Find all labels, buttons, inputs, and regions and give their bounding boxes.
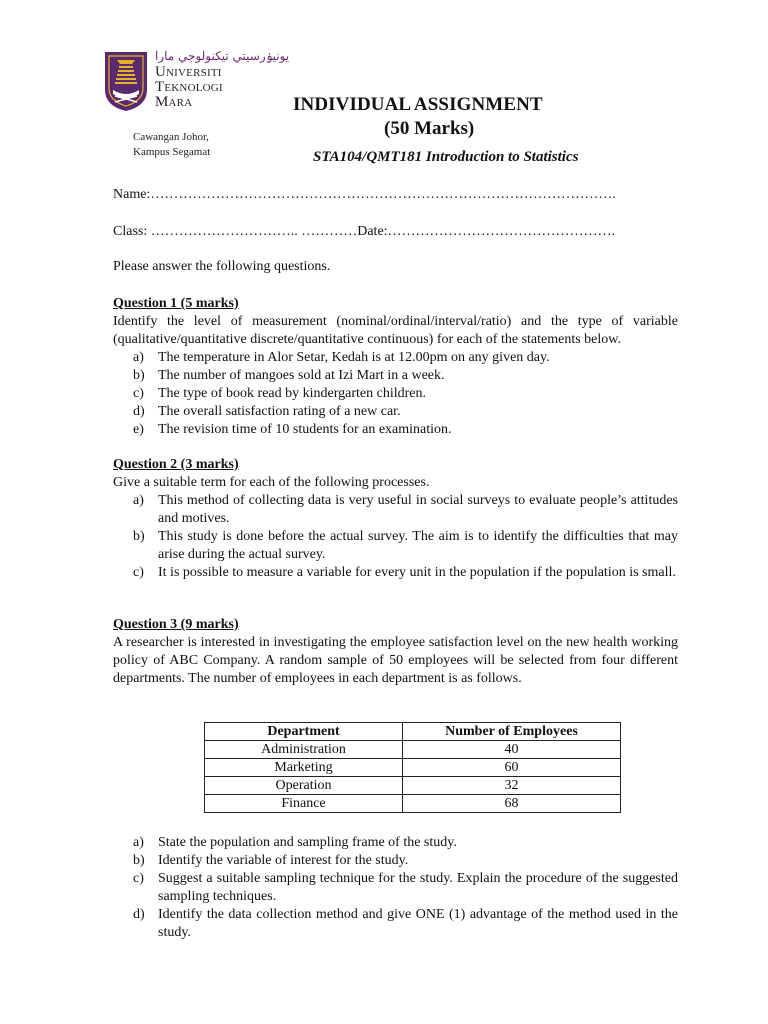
item-label: c): [133, 386, 144, 401]
class-date-field: Class: ………………………….. …………Date:………………………………………….: [113, 224, 616, 239]
item-text: Identify the data collection method and give ONE (1) advantage of the method used in the study.: [158, 907, 678, 940]
item-text: State the population and sampling frame of the study.: [158, 835, 457, 850]
university-logo: [103, 49, 290, 114]
item-text: The revision time of 10 students for an examination.: [158, 422, 452, 437]
university-name-line: Teknologi: [155, 79, 223, 95]
item-text: The number of mangoes sold at Izi Mart in a week.: [158, 368, 445, 383]
list-item: [113, 852, 678, 870]
campus-line: Cawangan Johor,: [133, 131, 209, 143]
university-name-jawi: يونيۏرسيتي تيكنولوجي مارا: [155, 49, 290, 63]
table-row: [205, 759, 621, 777]
item-text: This study is done before the actual survey. The aim is to identify the difficulties that may arise during the actual survey.: [158, 529, 678, 562]
campus-name: [133, 130, 210, 160]
list-item: [113, 870, 678, 906]
item-text: Suggest a suitable sampling technique for the study. Explain the procedure of the suggested sampling techniques.: [158, 871, 678, 904]
university-name-line: Mara: [155, 94, 193, 110]
item-label: d): [133, 907, 145, 922]
item-label: b): [133, 853, 145, 868]
table-header: Department: [205, 723, 403, 741]
assignment-title: INDIVIDUAL ASSIGNMENT: [293, 94, 543, 115]
item-text: It is possible to measure a variable for every unit in the population if the population is small.: [158, 565, 676, 580]
item-label: d): [133, 404, 145, 419]
total-marks: (50 Marks): [384, 118, 475, 139]
item-label: b): [133, 368, 145, 383]
table-cell: 68: [403, 795, 621, 813]
university-name: [155, 65, 223, 110]
table-cell: 40: [403, 741, 621, 759]
item-label: b): [133, 529, 145, 544]
question-1: [113, 295, 678, 439]
item-text: This method of collecting data is very useful in social surveys to evaluate people’s attitudes and motives.: [158, 493, 678, 526]
instruction-text: Please answer the following questions.: [113, 259, 331, 274]
list-item: [113, 421, 678, 439]
uitm-shield-icon: [103, 50, 149, 112]
campus-line: Kampus Segamat: [133, 146, 211, 158]
course-title: STA104/QMT181 Introduction to Statistics: [313, 149, 579, 165]
item-text: The temperature in Alor Setar, Kedah is at 12.00pm on any given day.: [158, 350, 550, 365]
list-item: [113, 492, 678, 528]
table-cell: Marketing: [205, 759, 403, 777]
table-cell: Operation: [205, 777, 403, 795]
table-row: [205, 777, 621, 795]
question-3: [113, 616, 678, 688]
question-1-intro: Identify the level of measurement (nominal/ordinal/interval/ratio) and the type of variable (qualitative/quantitative discrete/quantitative continuous) for each of the statements below.: [113, 314, 678, 347]
table-cell: 32: [403, 777, 621, 795]
item-label: a): [133, 835, 144, 850]
question-2-heading: Question 2 (3 marks): [113, 457, 239, 472]
table-cell: Finance: [205, 795, 403, 813]
list-item: [113, 834, 678, 852]
table-cell: 60: [403, 759, 621, 777]
item-label: e): [133, 422, 144, 437]
question-3-parts: [113, 834, 678, 942]
item-label: a): [133, 493, 144, 508]
question-2: [113, 456, 678, 582]
table-header: Number of Employees: [403, 723, 621, 741]
list-item: [113, 528, 678, 564]
item-label: c): [133, 565, 144, 580]
list-item: [113, 367, 678, 385]
table-header-row: [205, 723, 621, 741]
question-3-items: [113, 834, 678, 942]
item-label: a): [133, 350, 144, 365]
list-item: [113, 349, 678, 367]
name-field: Name:……………………………………………………………………………………….: [113, 187, 616, 202]
table-row: [205, 795, 621, 813]
question-3-intro: A researcher is interested in investigating the employee satisfaction level on the new health working policy of ABC Company. A random sample of 50 employees will be selected from four different departments. The number of employees in each department is as follows.: [113, 635, 678, 686]
table-cell: Administration: [205, 741, 403, 759]
question-1-items: [113, 349, 678, 439]
question-3-heading: Question 3 (9 marks): [113, 617, 239, 632]
table-row: [205, 741, 621, 759]
list-item: [113, 564, 678, 582]
item-text: The type of book read by kindergarten children.: [158, 386, 426, 401]
university-name-line: Universiti: [155, 64, 222, 80]
list-item: [113, 403, 678, 421]
item-label: c): [133, 871, 144, 886]
department-table: [204, 722, 621, 813]
question-1-heading: Question 1 (5 marks): [113, 296, 239, 311]
item-text: Identify the variable of interest for the study.: [158, 853, 409, 868]
question-2-intro: Give a suitable term for each of the following processes.: [113, 475, 430, 490]
question-2-items: [113, 492, 678, 582]
list-item: [113, 385, 678, 403]
list-item: [113, 906, 678, 942]
item-text: The overall satisfaction rating of a new car.: [158, 404, 401, 419]
